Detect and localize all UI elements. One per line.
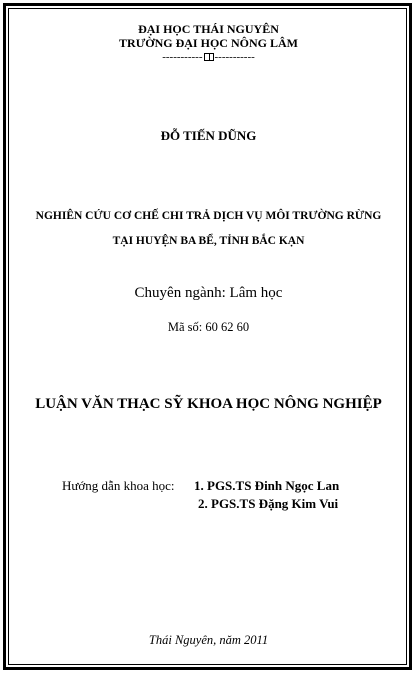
supervisor-row — [62, 478, 339, 496]
book-icon — [204, 53, 214, 61]
place-and-year: Thái Nguyên, năm 2011 — [148, 633, 269, 647]
author-name: ĐỖ TIẾN DŨNG — [160, 128, 257, 143]
separator-right: ----------- — [214, 51, 255, 63]
thesis-title-line1: NGHIÊN CỨU CƠ CHẾ CHI TRẢ DỊCH VỤ MÔI TRƯỜNG RỪNG — [35, 210, 382, 222]
major-code: Mã số: 60 62 60 — [167, 320, 250, 334]
supervisor-1: 1. PGS.TS Đinh Ngọc Lan — [194, 478, 340, 493]
header-separator — [0, 51, 417, 63]
thesis-type: LUẬN VĂN THẠC SỸ KHOA HỌC NÔNG NGHIỆP — [35, 396, 382, 412]
thesis-title-line2: TẠI HUYỆN BA BỂ, TỈNH BẮC KẠN — [112, 235, 305, 247]
major: Chuyên ngành: Lâm học — [134, 285, 283, 301]
supervisor-2: 2. PGS.TS Đặng Kim Vui — [198, 496, 339, 511]
university-name: ĐẠI HỌC THÁI NGUYÊN — [138, 22, 279, 36]
supervisors-block — [62, 478, 339, 514]
separator-left: ----------- — [162, 51, 203, 63]
supervisors-label: Hướng dẫn khoa học: — [62, 478, 175, 493]
page-border-inner — [8, 8, 407, 665]
school-name: TRƯỜNG ĐẠI HỌC NÔNG LÂM — [119, 36, 298, 50]
supervisor-row — [62, 496, 339, 514]
